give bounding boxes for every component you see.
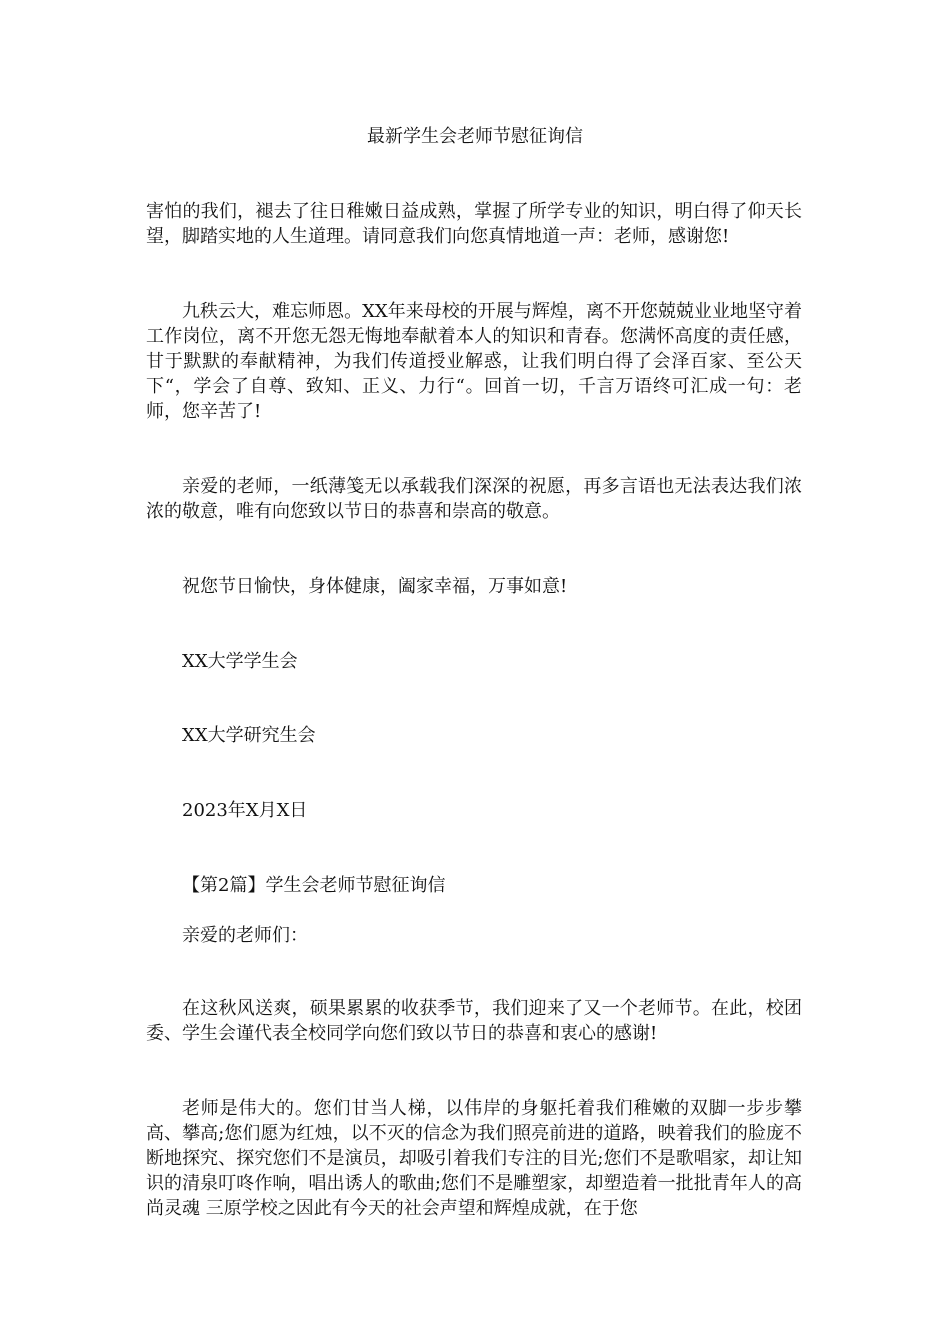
signature-student-union: XX大学学生会 [182,651,298,672]
paragraph-4: 祝您节日愉快，身体健康，阖家幸福，万事如意! [182,576,568,597]
salutation: 亲爱的老师们： [182,925,308,946]
paragraph-6: 老师是伟大的。您们甘当人梯，以伟岸的身躯托着我们稚嫩的双脚一步步攀高、攀高;您们愿为红烛，以不灭的信念为我们照亮前进的道路，映着我们的脸庞不断地探究、探究您们不是演员，却吸引着我们专注的目光;您们不是歌唱家，却让知识的清泉叮咚作响，唱出诱人的歌曲;您们不是雕塑家，却塑造着一批批青年人的高尚灵魂 三原学校之因此有今天的社会声望和辉煌成就，在于您 [146,1098,802,1219]
section-heading-2: 【第2篇】学生会老师节慰征询信 [182,875,446,896]
paragraph-3: 亲爱的老师，一纸薄笺无以承载我们深深的祝愿，再多言语也无法表达我们浓浓的敬意，唯有向您致以节日的恭喜和崇高的敬意。 [146,476,802,522]
letter-date: 2023年X月X日 [182,800,308,821]
paragraph-2: 九秩云大，难忘师恩。XX年来母校的开展与辉煌，离不开您兢兢业业地坚守着工作岗位，离不开您无怨无悔地奉献着本人的知识和青春。您满怀高度的责任感，甘于默默的奉献精神，为我们传道授业解惑，让我们明白得了会泽百家、至公天下“，学会了自尊、致知、正义、力行“。回首一切，千言万语终可汇成一句：老师，您辛苦了! [146,301,802,422]
paragraph-1: 害怕的我们，褪去了往日稚嫩日益成熟，掌握了所学专业的知识，明白得了仰天长望，脚踏实地的人生道理。请同意我们向您真情地道一声：老师，感谢您! [146,201,802,247]
document-title: 最新学生会老师节慰征询信 [367,126,583,147]
signature-graduate-union: XX大学研究生会 [182,725,316,746]
paragraph-5: 在这秋风送爽，硕果累累的收获季节，我们迎来了又一个老师节。在此，校团委、学生会谨代表全校同学向您们致以节日的恭喜和衷心的感谢! [146,998,802,1044]
